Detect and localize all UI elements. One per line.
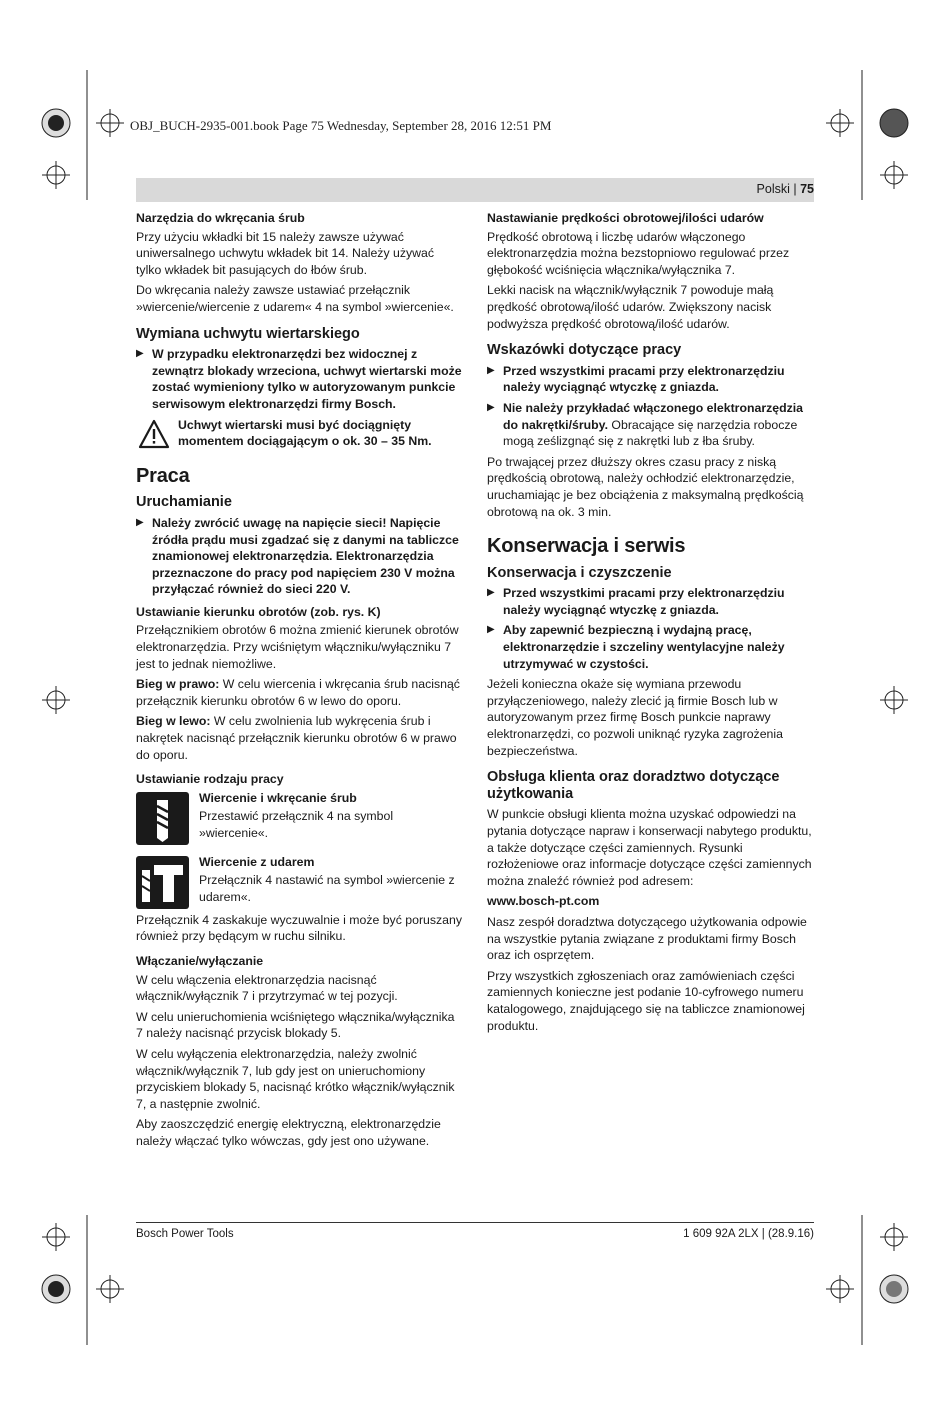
chapter-title-work: Praca [136,464,190,487]
right-column [487,210,813,1038]
website-link[interactable]: www.bosch-pt.com [487,894,600,909]
section-title-chuck: Wymiana uchwytu wiertarskiego [136,325,360,342]
bullet-text: Aby zapewnić bezpieczną i wydajną pracę, elektronarzędzie i szczeliny wentylacyjne należy utrzymywać w czystości. [503,623,785,671]
section-title-customer-service: Obsługa klienta oraz doradztwo dotyczące użytkowania [487,769,780,802]
paragraph: Nasz zespół doradztwa dotyczącego użytkowania odpowie na wszystkie pytania związane z produktami firmy Bosch oraz ich osprzętem. [487,914,807,963]
bullet-item [136,346,462,412]
paragraph [136,713,462,763]
label-right-rotation: Bieg w prawo: [136,677,220,692]
triangle-right-icon: ▶ [487,364,495,376]
paragraph: Jeżeli konieczna okaże się wymiana przewodu przyłączeniowego, należy zlecić ją firmie Bosch lub w autoryzowanym przez firmę Bosch punkcie naprawy elektronarzędzi, co pozwoli uniknąć ryzyka zagrożenia bezpieczeństwa. [487,677,783,758]
text-right-rotation: W celu wiercenia i wkręcania śrub nacisnąć przełącznik kierunku obrotów 6 w lewo do oporu. [136,677,460,708]
section-title-on-off: Włączanie/wyłączanie [136,954,264,968]
section-title-screwing: Narzędzia do wkręcania śrub [136,211,305,225]
footer-divider [136,1222,814,1223]
paragraph: W celu włączenia elektronarzędzia nacisnąć włącznik/wyłącznik 7 i przytrzymać w tej pozycji. [136,972,398,1004]
bullet-item [487,363,813,396]
footer-brand: Bosch Power Tools [136,1228,234,1240]
warning-note [136,417,462,450]
mode-text: Przełącznik 4 nastawić na symbol »wiercenie z udarem«. [199,873,455,904]
bullet-item [487,622,813,672]
bullet-text: Przed wszystkimi pracami przy elektronarzędziu należy wyciągnąć wtyczkę z gniazda. [503,586,785,617]
paragraph: Lekki nacisk na włącznik/wyłącznik 7 powoduje małą prędkość obrotową/ilość udarów. Zwiększony nacisk podwyższa prędkość obrotową/ilość udarów. [487,283,774,331]
page-separator: | [789,182,801,196]
print-header: OBJ_BUCH-2935-001.book Page 75 Wednesday, September 28, 2016 12:51 PM [130,118,552,133]
triangle-right-icon: ▶ [487,401,495,413]
triangle-right-icon: ▶ [487,587,495,599]
mode-text: Przestawić przełącznik 4 na symbol »wiercenie«. [199,809,394,840]
mode-title: Wiercenie i wkręcanie śrub [199,790,357,805]
bullet-text: W przypadku elektronarzędzi bez widocznej z zewnątrz blokady wrzeciona, uchwyt wiertarski może zostać wymieniony tylko w autoryzowanym punkcie serwisowym elektronarzędzi firmy Bosch. [152,347,462,411]
section-title-tips: Wskazówki dotyczące pracy [487,342,682,359]
paragraph: W punkcie obsługi klienta można uzyskać odpowiedzi na pytania dotyczące napraw i konserwacji nabytego produktu, a także dotyczące części zamiennych. Rysunki rozłożeniowe oraz informacje dotyczące części zamiennych można znaleźć również pod adresem: [487,807,812,888]
section-title-speed: Nastawianie prędkości obrotowej/ilości udarów [487,211,764,225]
page-language: Polski [756,182,790,196]
bullet-text-bold: Nie należy przykładać włączonego elektronarzędzia do nakrętki/śruby. [503,400,804,432]
warning-icon [138,419,170,449]
paragraph: Przełącznik 4 zaskakuje wyczuwalnie i może być poruszany również przy będącym w ruchu silniku. [136,912,463,944]
page-label [757,182,814,196]
paragraph: Przy użyciu wkładki bit 15 należy zawsze używać uniwersalnego uchwytu wkładek bit 14. Należy używać tylko wkładek bit pasujących do łbów śrub. [136,229,435,277]
triangle-right-icon: ▶ [136,348,144,360]
text-left-rotation: W celu zwolnienia lub wykręcenia śrub i nakrętek nacisnąć przełącznik kierunku obrotów 6 w prawo do oporu. [136,714,457,762]
paragraph [136,676,462,709]
warning-text: Uchwyt wiertarski musi być dociągnięty momentem dociągającym o ok. 30 – 35 Nm. [178,417,432,449]
chapter-title-maintenance: Konserwacja i serwis [487,535,686,558]
left-column [136,210,462,1154]
bullet-text: Przed wszystkimi pracami przy elektronarzędziu należy wyciągnąć wtyczkę z gniazda. [503,363,785,395]
paragraph: W celu unieruchomienia wciśniętego włącznika/wyłącznika 7 należy nacisnąć przycisk blokady 5. [136,1009,455,1041]
footer-doc-number: 1 609 92A 2LX | (28.9.16) [683,1228,814,1240]
paragraph: Przy wszystkich zgłoszeniach oraz zamówieniach części zamiennych konieczne jest podanie 10-cyfrowego numeru katalogowego, znajdującego się na tabliczce znamionowej produktu. [487,968,805,1033]
drill-bit-icon [136,792,189,845]
triangle-right-icon: ▶ [487,624,495,636]
section-title-cleaning: Konserwacja i czyszczenie [487,564,672,581]
paragraph: Aby zaoszczędzić energię elektryczną, elektronarzędzie należy włączać tylko wówczas, gdy jest ono używane. [136,1117,441,1148]
bullet-item [487,400,813,450]
hammer-drill-icon [136,856,189,909]
mode-impact-drilling [136,854,462,908]
section-title-rotation: Ustawianie kierunku obrotów (zob. rys. K) [136,604,381,619]
bullet-item [487,585,813,618]
page-number: 75 [800,182,814,196]
bullet-text: Należy zwrócić uwagę na napięcie sieci! Napięcie źródła prądu musi zgadzać się z danymi na tabliczce znamionowej elektronarzędzia. Elektronarzędzia przeznaczone do pracy pod napięciem 230 V można przyłączać również do sieci 220 V. [152,515,459,597]
paragraph: Do wkręcania należy zawsze ustawiać przełącznik »wiercenie/wiercenie z udarem« 4 na symbol »wiercenie«. [136,283,454,314]
section-title-startup: Uruchamianie [136,494,232,511]
triangle-right-icon: ▶ [136,516,144,528]
paragraph: Przełącznikiem obrotów 6 można zmienić kierunek obrotów elektronarzędzia. Przy wciśniętym włączniku/wyłączniku 7 jest to jednak niemożliwe. [136,623,459,671]
bullet-text: Obracające się narzędzia robocze mogą ześlizgnąć się z nakrętki lub z łba śruby. [503,417,798,449]
mode-title: Wiercenie z udarem [199,854,315,869]
header-bar [136,178,814,202]
label-left-rotation: Bieg w lewo: [136,714,211,729]
mode-drilling [136,790,462,844]
bullet-item [136,515,462,598]
paragraph: Prędkość obrotową i liczbę udarów włączonego elektronarzędzia można bezstopniowo regulować przez głębokość wciśnięcia włącznika/wyłącznika 7. [487,229,790,277]
section-title-mode: Ustawianie rodzaju pracy [136,772,284,787]
paragraph: W celu wyłączenia elektronarzędzia, należy zwolnić włącznik/wyłącznik 7, lub gdy jest on unieruchomiony przyciskiem blokady 5, nacisnąć krótko włącznik/wyłącznik 7, a następnie zwolnić. [136,1046,455,1111]
paragraph: Po trwającej przez dłuższy okres czasu pracy z niską prędkością obrotową, należy ochłodzić elektronarzędzie, uruchamiając je bez obciążenia z maksymalną prędkością obrotową na ok. 3 min. [487,454,804,519]
